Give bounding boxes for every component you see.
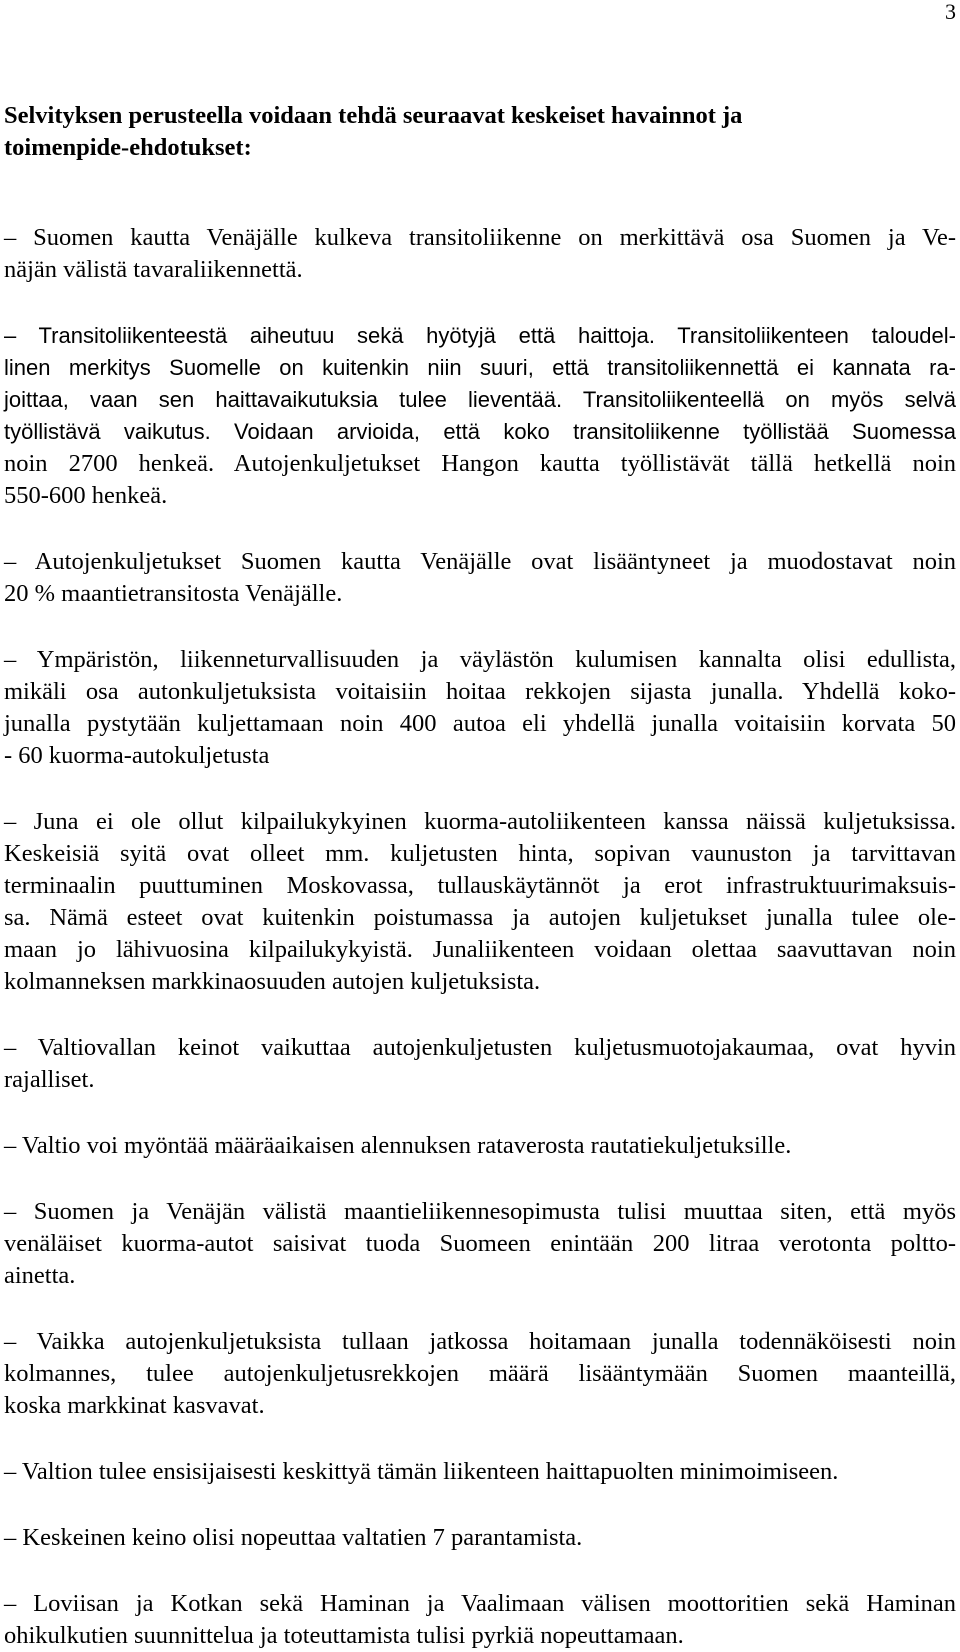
finding-line: – Ympäristön, liikenneturvallisuuden ja väylästön kulumisen kannalta olisi edullista,: [4, 646, 956, 673]
finding-item: [4, 806, 956, 998]
finding-item: [4, 1196, 956, 1292]
finding-line: venäläiset kuorma-autot saisivat tuoda Suomeen enintään 200 litraa verotonta poltto-: [4, 1230, 956, 1257]
finding-line: – Valtiovallan keinot vaikuttaa autojenkuljetusten kuljetusmuotojakaumaa, ovat hyvin: [4, 1034, 956, 1061]
finding-line: ainetta.: [4, 1262, 76, 1289]
finding-item: [4, 1326, 956, 1422]
finding-line: Keskeisiä syitä ovat olleet mm. kuljetusten hinta, sopivan vaunuston ja tarvittavan: [4, 840, 956, 867]
finding-line: kolmanneksen markkinaosuuden autojen kuljetuksista.: [4, 968, 541, 995]
finding-line: rajalliset.: [4, 1066, 95, 1093]
finding-line: – Vaikka autojenkuljetuksista tullaan jatkossa hoitamaan junalla todennäköisesti noin: [4, 1328, 956, 1355]
page-number: 3: [945, 0, 956, 24]
finding-line: – Transitoliikenteestä aiheutuu sekä hyötyjä että haittoja. Transitoliikenteen taloudel-: [4, 323, 956, 348]
finding-line: junalla pystytään kuljettamaan noin 400 autoa eli yhdellä junalla voitaisiin korvata 50: [4, 710, 956, 737]
finding-item: [4, 1130, 956, 1162]
finding-item: [4, 1456, 956, 1488]
finding-line: koska markkinat kasvavat.: [4, 1392, 265, 1419]
finding-line: mikäli osa autonkuljetuksista voitaisiin hoitaa rekkojen sijasta junalla. Yhdellä koko-: [4, 678, 956, 705]
finding-line: - 60 kuorma-autokuljetusta: [4, 742, 270, 769]
finding-item: [4, 320, 956, 512]
finding-line: sa. Nämä esteet ovat kuitenkin poistumassa ja autojen kuljetukset junalla tulee ole-: [4, 904, 956, 931]
finding-line: maan jo lähivuosina kilpailukykyistä. Junaliikenteen voidaan olettaa saavuttavan noin: [4, 936, 956, 963]
finding-item: [4, 1522, 956, 1554]
finding-line: työllistävä vaikutus. Voidaan arvioida, että koko transitoliikenne työllistää Suomessa: [4, 419, 956, 444]
finding-item: [4, 644, 956, 772]
finding-line: näjän välistä tavaraliikennettä.: [4, 256, 303, 283]
finding-line: 20 % maantietransitosta Venäjälle.: [4, 580, 343, 607]
finding-line: – Suomen kautta Venäjälle kulkeva transitoliikenne on merkittävä osa Suomen ja Ve-: [4, 224, 956, 251]
finding-item: [4, 546, 956, 610]
heading-line: toimenpide-ehdotukset:: [4, 134, 252, 161]
finding-line: – Suomen ja Venäjän välistä maantieliikennesopimusta tulisi muuttaa siten, että myös: [4, 1198, 956, 1225]
finding-line: noin 2700 henkeä. Autojenkuljetukset Hangon kautta työllistävät tällä hetkellä noin: [4, 450, 956, 477]
finding-line: joittaa, vaan sen haittavaikutuksia tulee lieventää. Transitoliikenteellä on myös selvä: [4, 387, 956, 412]
finding-line: linen merkitys Suomelle on kuitenkin niin suuri, että transitoliikennettä ei kannata ra-: [4, 355, 956, 380]
finding-line: 550-600 henkeä.: [4, 482, 168, 509]
finding-line: terminaalin puuttuminen Moskovassa, tullauskäytännöt ja erot infrastruktuurimaksuis-: [4, 872, 956, 899]
finding-line: ohikulkutien suunnittelua ja toteuttamista tulisi pyrkiä nopeuttamaan.: [4, 1622, 684, 1649]
section-heading: [4, 100, 956, 164]
finding-line: – Valtio voi myöntää määräaikaisen alennuksen rataverosta rautatiekuljetuksille.: [4, 1132, 792, 1159]
document-body: [4, 100, 956, 1652]
finding-item: [4, 222, 956, 286]
finding-item: [4, 1588, 956, 1652]
finding-line: – Autojenkuljetukset Suomen kautta Venäjälle ovat lisääntyneet ja muodostavat noin: [4, 548, 956, 575]
finding-line: – Valtion tulee ensisijaisesti keskittyä tämän liikenteen haittapuolten minimoimiseen.: [4, 1458, 839, 1485]
finding-line: – Keskeinen keino olisi nopeuttaa valtatien 7 parantamista.: [4, 1524, 583, 1551]
findings-list: [4, 222, 956, 1652]
heading-line: Selvityksen perusteella voidaan tehdä seuraavat keskeiset havainnot ja: [4, 102, 743, 129]
finding-item: [4, 1032, 956, 1096]
finding-line: – Loviisan ja Kotkan sekä Haminan ja Vaalimaan välisen moottoritien sekä Haminan: [4, 1590, 956, 1617]
finding-line: – Juna ei ole ollut kilpailukykyinen kuorma-autoliikenteen kanssa näissä kuljetuksissa.: [4, 808, 956, 835]
finding-line: kolmannes, tulee autojenkuljetusrekkojen määrä lisääntymään Suomen maanteillä,: [4, 1360, 956, 1387]
